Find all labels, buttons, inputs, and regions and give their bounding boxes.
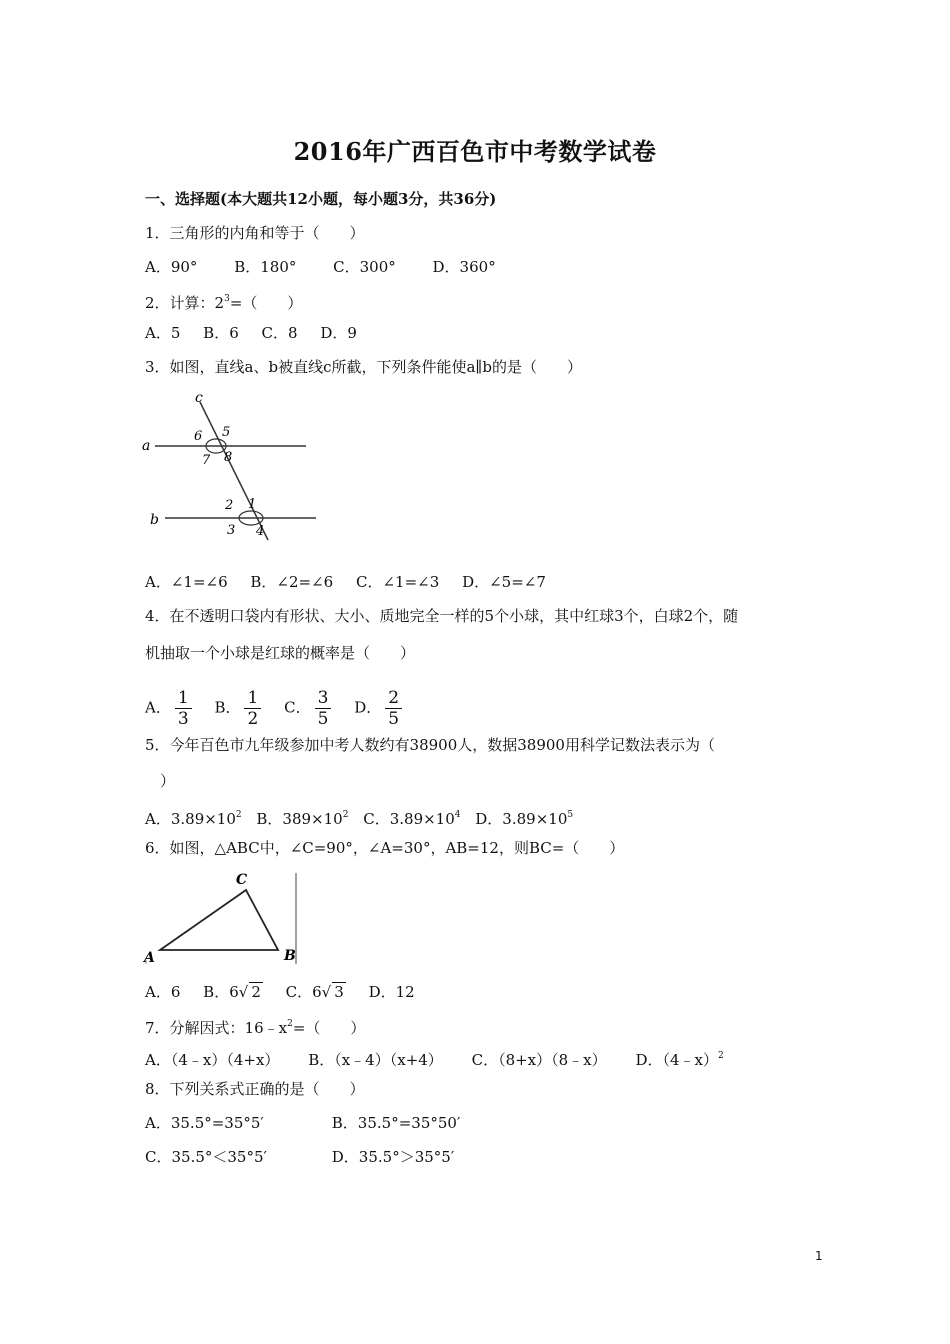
angle-1: 1 (248, 497, 257, 512)
option-d: D．∠5=∠7 (462, 573, 546, 591)
option-a: A．∠1=∠6 (145, 573, 228, 591)
option-d (475, 806, 573, 828)
question-5-stem-line2: ） (160, 772, 176, 790)
question-1-stem: 1．三角形的内角和等于（ ） (145, 224, 365, 242)
exponent: 2 (287, 1019, 293, 1029)
option-b (203, 982, 263, 1001)
exponent: 2 (717, 1051, 724, 1061)
label-b: b (150, 512, 159, 528)
radicand: 3 (334, 983, 344, 1001)
option-b: B．180° (234, 258, 297, 276)
question-6-options (145, 982, 433, 1001)
exponent: 2 (342, 810, 349, 820)
fraction (244, 688, 261, 729)
option-a (145, 806, 242, 828)
stem-text: 2．计算：2 (145, 294, 225, 312)
option-text: B．6 (203, 983, 239, 1001)
option-d: D．9 (320, 324, 357, 342)
option-a: A．35.5°=35°5′ (145, 1114, 264, 1132)
question-2-options (145, 324, 375, 342)
exponent: 3 (224, 294, 230, 304)
question-8-options-row2 (145, 1148, 472, 1166)
triangle-abc (160, 890, 278, 950)
option-c: C．∠1=∠3 (356, 573, 440, 591)
option-label: D． (354, 698, 382, 717)
line-c (200, 402, 268, 540)
option-d: D．360° (432, 258, 496, 276)
question-5-options (145, 806, 591, 828)
option-a: A．5 (145, 324, 181, 342)
option-b: B．6 (203, 324, 239, 342)
vertex-a: A (144, 950, 155, 966)
option-text: B．389×10 (256, 810, 343, 828)
option-c: C．8 (261, 324, 298, 342)
vertex-c: C (236, 872, 248, 888)
option-c: C．（8+x）（8﹣x） (471, 1051, 607, 1069)
angle-4: 4 (256, 524, 265, 539)
option-a (145, 688, 196, 729)
option-text: C．3.89×10 (363, 810, 455, 828)
stem-text: 7．分解因式：16﹣x (145, 1019, 288, 1037)
question-1-options (145, 258, 514, 276)
option-d: D．35.5°＞35°5′ (331, 1148, 455, 1166)
option-a: A．6 (145, 983, 181, 1001)
question-7-options (145, 1047, 742, 1069)
question-8-stem: 8．下列关系式正确的是（ ） (145, 1080, 365, 1098)
label-a: a (142, 438, 151, 454)
option-b: B．∠2=∠6 (250, 573, 334, 591)
option-c: C．300° (333, 258, 396, 276)
question-4-stem-line1: 4．在不透明口袋内有形状、大小、质地完全一样的5个小球，其中红球3个，白球2个，随 (145, 607, 739, 625)
section-heading: 一、选择题(本大题共12小题，每小题3分，共36分) (145, 190, 497, 208)
triangle-figure (140, 868, 300, 966)
angle-8: 8 (224, 450, 233, 465)
exponent: 5 (567, 810, 574, 820)
option-c (363, 806, 460, 828)
stem-text-end: =（ ） (292, 1019, 366, 1037)
label-c: c (195, 390, 203, 406)
question-2-stem (145, 290, 302, 312)
denominator: 5 (388, 709, 400, 729)
sqrt-sign: √ (321, 983, 332, 1001)
exponent: 2 (235, 810, 242, 820)
numerator: 1 (175, 688, 192, 709)
question-7-stem (145, 1015, 365, 1037)
numerator: 2 (385, 688, 402, 709)
option-text: D．3.89×10 (475, 810, 568, 828)
option-label: C． (284, 698, 311, 717)
option-text: C．6 (285, 983, 322, 1001)
denominator: 5 (317, 709, 329, 729)
radicand: 2 (251, 983, 261, 1001)
option-a: A．（4﹣x）（4+x） (145, 1051, 280, 1069)
option-b: B．（x﹣4）（x+4） (308, 1051, 443, 1069)
question-4-stem-line2: 机抽取一个小球是红球的概率是（ ） (145, 644, 416, 662)
option-label: B． (214, 698, 241, 717)
question-3-options (145, 573, 564, 591)
page-number: 1 (815, 1249, 823, 1263)
fraction (175, 688, 192, 729)
option-b (214, 688, 265, 729)
denominator: 3 (177, 709, 189, 729)
option-text: D．（4﹣x） (635, 1051, 718, 1069)
exponent: 4 (454, 810, 461, 820)
angle-7: 7 (202, 453, 211, 468)
question-5-stem-line1: 5．今年百色市九年级参加中考人数约有38900人，数据38900用科学记数法表示为（ (145, 736, 715, 754)
option-d (635, 1047, 723, 1069)
angle-6: 6 (194, 429, 203, 444)
angle-5: 5 (222, 425, 231, 440)
numerator: 3 (315, 688, 332, 709)
vertex-b: B (284, 948, 296, 964)
fraction (315, 688, 332, 729)
fraction (385, 688, 402, 729)
option-d (354, 688, 406, 729)
option-b (256, 806, 348, 828)
option-c (284, 688, 335, 729)
question-3-stem: 3．如图，直线a、b被直线c所截，下列条件能使a∥b的是（ ） (145, 358, 582, 376)
numerator: 1 (244, 688, 261, 709)
parallel-lines-figure (140, 388, 325, 548)
angle-2: 2 (225, 498, 234, 513)
denominator: 2 (247, 709, 259, 729)
option-label: A． (145, 698, 171, 717)
option-c (286, 982, 346, 1001)
page-title: 2016年广西百色市中考数学试卷 (293, 137, 657, 166)
option-c: C．35.5°＜35°5′ (145, 1148, 267, 1166)
option-b: B．35.5°=35°50′ (331, 1114, 461, 1132)
question-6-stem: 6．如图，△ABC中，∠C=90°，∠A=30°，AB=12，则BC=（ ） (145, 839, 625, 857)
sqrt-sign: √ (238, 983, 249, 1001)
question-4-options (145, 688, 424, 729)
question-8-options-row1 (145, 1114, 478, 1132)
option-a: A．90° (145, 258, 198, 276)
stem-text-end: =（ ） (229, 294, 303, 312)
angle-3: 3 (227, 523, 236, 538)
option-d: D．12 (368, 983, 415, 1001)
option-text: A．3.89×10 (145, 810, 236, 828)
